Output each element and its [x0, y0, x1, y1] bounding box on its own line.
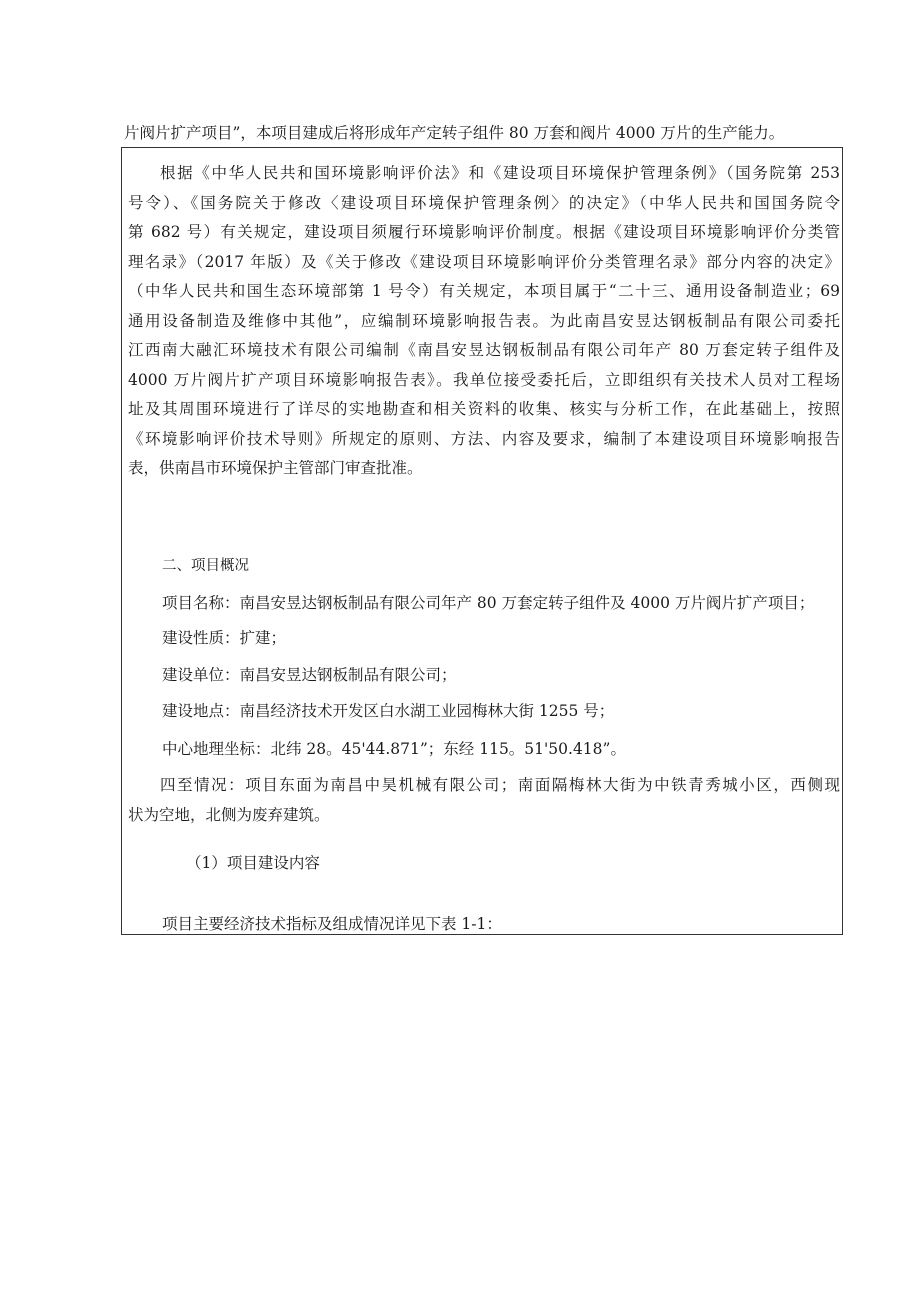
paragraph-line: 4000 万片阀片扩产项目环境影响报告表》。我单位接受委托后，立即组织有关技术人员对工程场: [128, 370, 840, 389]
paragraph-line: 第 682 号）有关规定，建设项目须履行环境影响评价制度。根据《建设项目环境影响评价分类管: [128, 223, 840, 241]
coordinates-line: 中心地理坐标：北纬 28。45'44.871”；东经 115。51'50.418”。: [162, 740, 626, 758]
document-content-box: [121, 147, 843, 935]
continued-text-line: 片阀片扩产项目”，本项目建成后将形成年产定转子组件 80 万套和阀片 4000 万片的生产能力。: [124, 124, 785, 142]
paragraph-line: （中华人民共和国生态环境部第 1 号令）有关规定，本项目属于“二十三、通用设备制造业；69: [128, 282, 840, 300]
paragraph-surroundings: [128, 771, 840, 830]
paragraph-line: 四至情况：项目东面为南昌中昊机械有限公司；南面隔梅林大街为中铁青秀城小区，西侧现: [160, 776, 840, 794]
paragraph-line: 《环境影响评价技术导则》所规定的原则、方法、内容及要求，编制了本建设项目环境影响报告: [128, 429, 840, 448]
construction-site-line: 建设地点：南昌经济技术开发区白水湖工业园梅林大街 1255 号；: [162, 702, 615, 720]
construction-nature-line: 建设性质：扩建；: [162, 629, 287, 647]
table-intro-line: 项目主要经济技术指标及组成情况详见下表 1-1：: [162, 915, 502, 933]
paragraph-line: 通用设备制造及维修中其他”，应编制环境影响报告表。为此南昌安昱达钢板制品有限公司委托: [128, 311, 840, 330]
paragraph-line: 江西南大融汇环境技术有限公司编制《南昌安昱达钢板制品有限公司年产 80 万套定转子组件及: [128, 341, 840, 359]
section-heading: 二、项目概况: [162, 558, 249, 574]
construction-unit-line: 建设单位：南昌安昱达钢板制品有限公司；: [162, 666, 457, 684]
project-name-line: 项目名称：南昌安昱达钢板制品有限公司年产 80 万套定转子组件及 4000 万片阀片扩产项目；: [162, 594, 815, 612]
subheading: （1）项目建设内容: [186, 854, 320, 872]
paragraph-line: 表，供南昌市环境保护主管部门审查批准。: [128, 459, 423, 477]
paragraph-line: 理名录》（2017 年版）及《关于修改《建设项目环境影响评价分类管理名录》部分内容的决定》: [128, 252, 840, 271]
paragraph-line: 址及其周围环境进行了详尽的实地勘查和相关资料的收集、核实与分析工作，在此基础上，按照: [128, 400, 840, 418]
paragraph-legal-basis: [128, 159, 840, 484]
paragraph-line: 号令）、《国务院关于修改〈建设项目环境保护管理条例〉的决定》（中华人民共和国国务院令: [128, 193, 840, 212]
paragraph-line: 根据《中华人民共和国环境影响评价法》和《建设项目环境保护管理条例》（国务院第 253: [160, 164, 840, 182]
paragraph-line: 状为空地，北侧为废弃建筑。: [128, 805, 330, 824]
